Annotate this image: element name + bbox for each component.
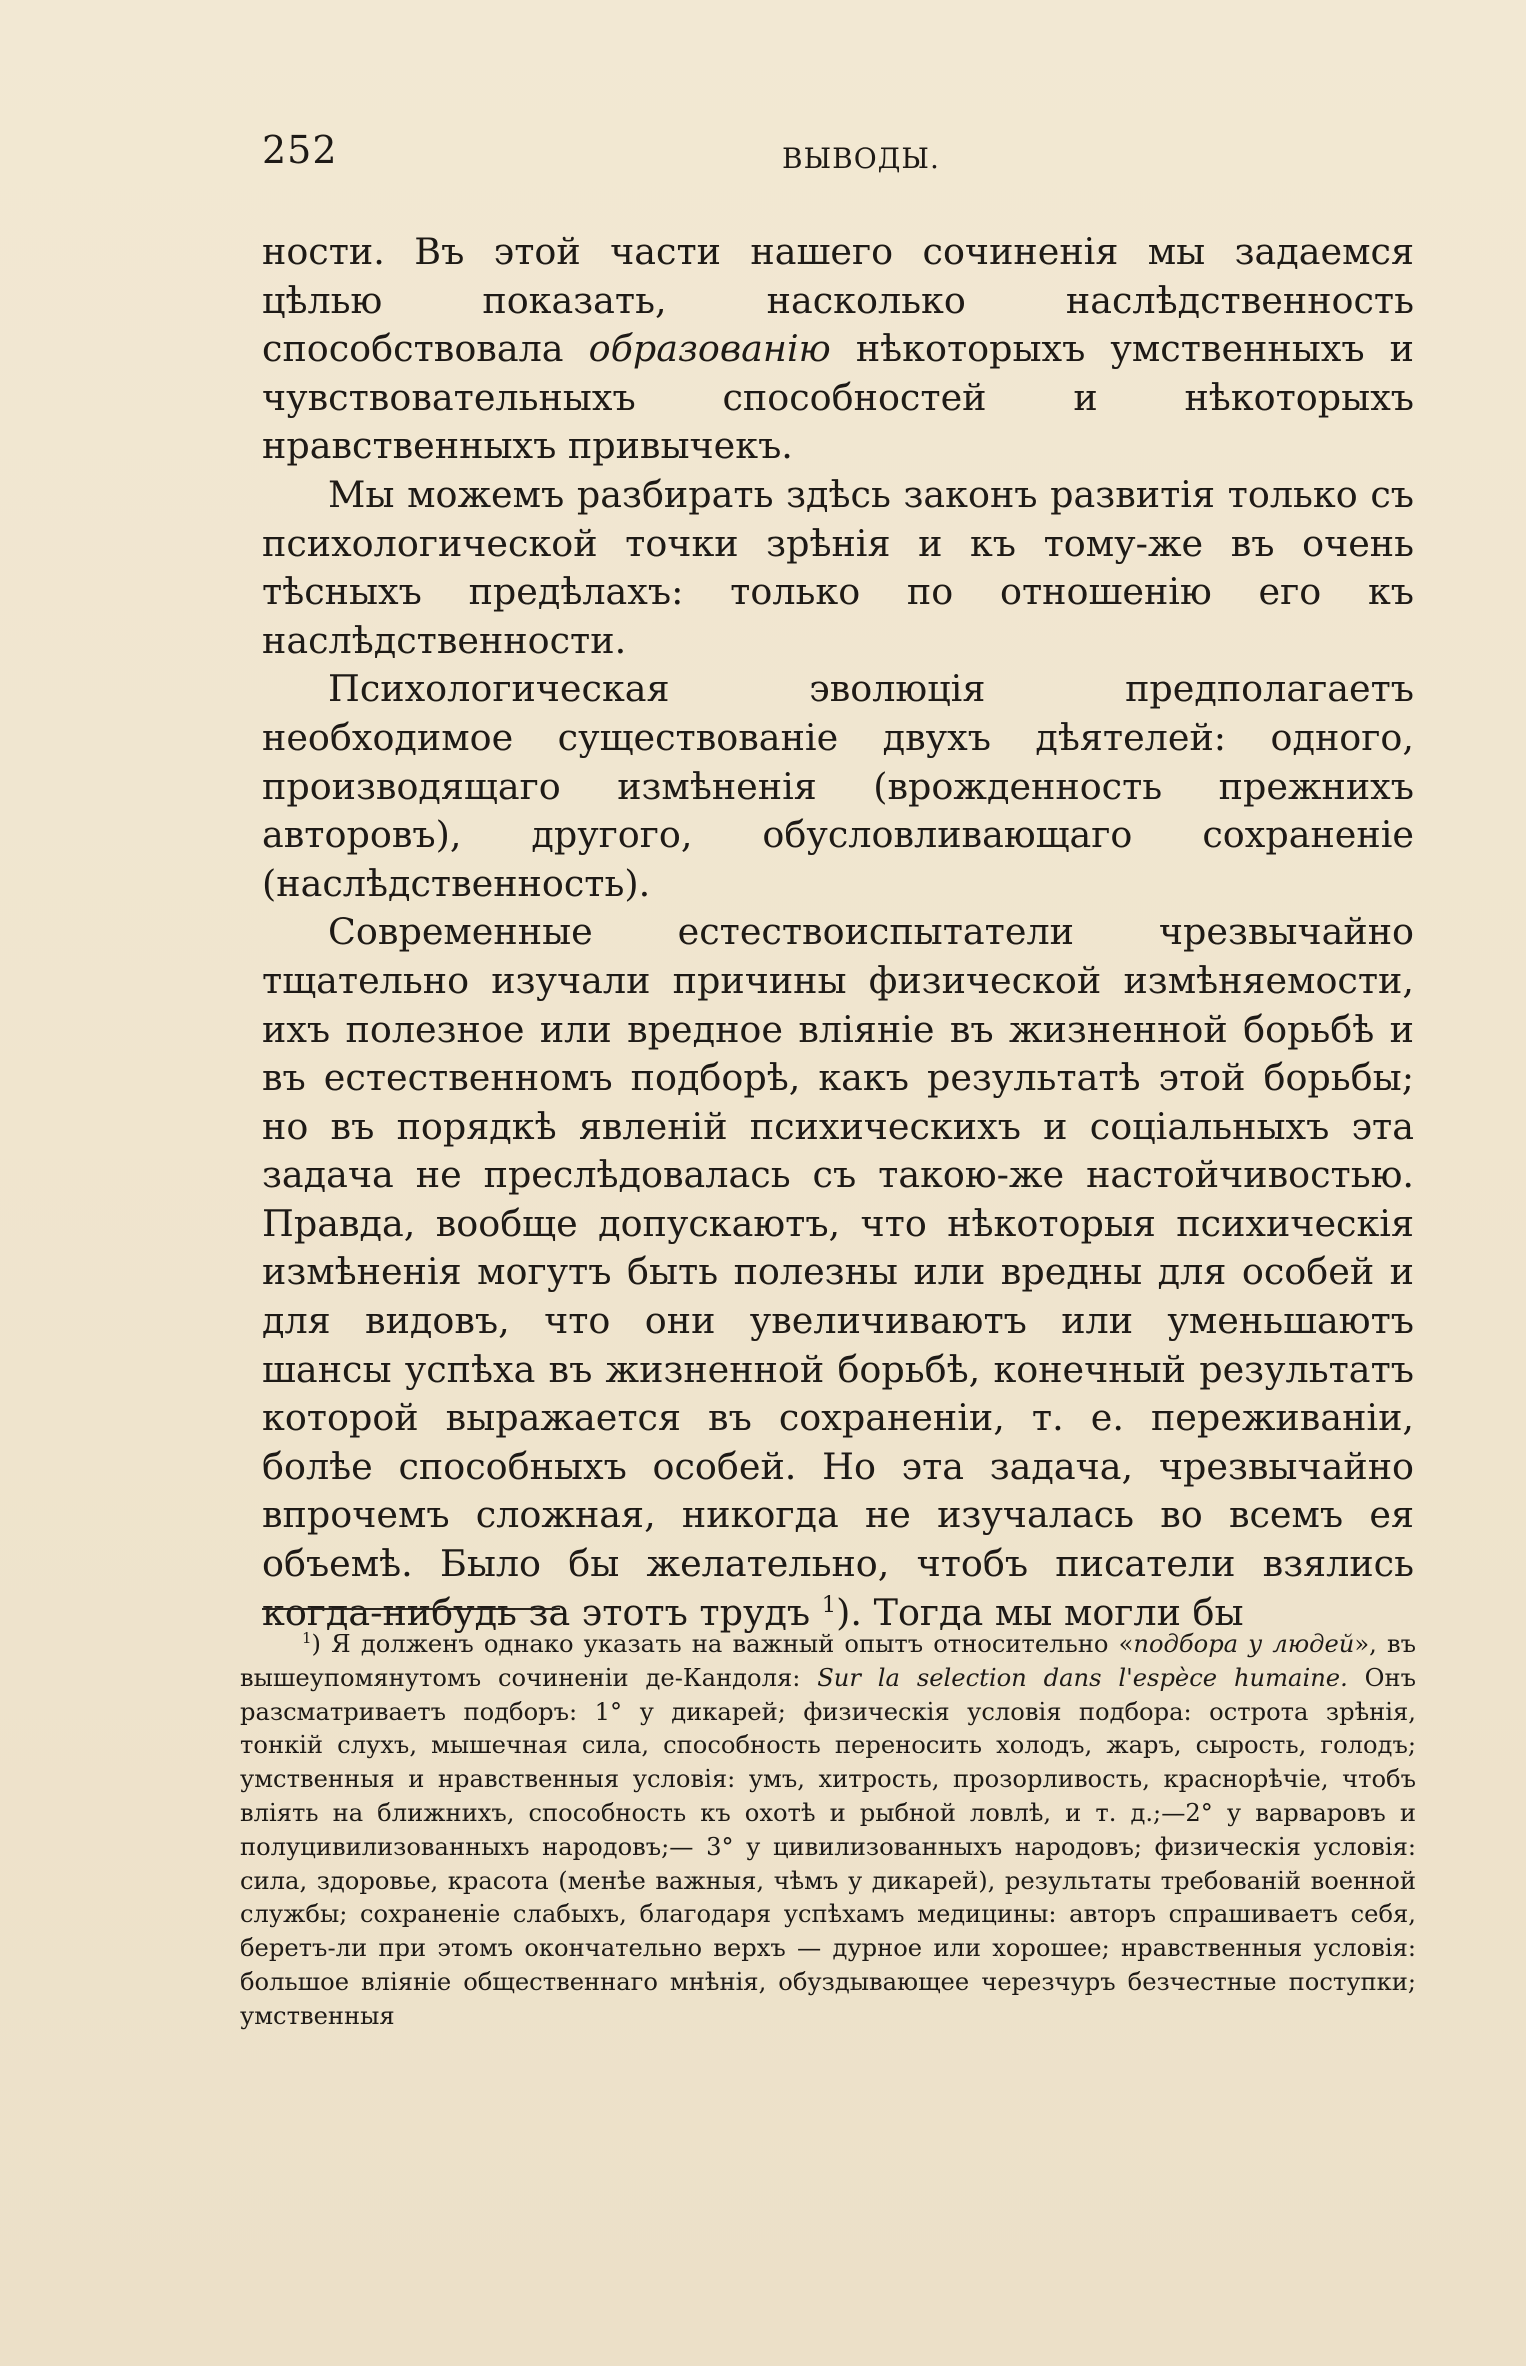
paragraph-4-text: Современные естествоиспытатели чрезвычайно тщательно изучали причины физической измѣняемости, ихъ полезное или вредное вліяніе въ жизненной борьбѣ и въ естественномъ подборѣ, какъ результатѣ этой борьбы; но въ порядкѣ явленій психическихъ и соціальныхъ эта задача не преслѣдовалась съ такою-же настойчивостью. Правда, вообще допускаютъ, что нѣкоторыя психическія измѣненія могутъ быть полезны или вредны для особей и для видовъ, что они увеличиваютъ или уменьшаютъ шансы успѣха въ жизненной борьбѣ, конечный результатъ которой выражается въ сохраненіи, т. е. переживаніи, болѣе способныхъ особей. Но эта задача, чрезвычайно впрочемъ сложная, никогда не изучалась во всемъ ея объемѣ. Было бы желательно, чтобъ писатели взялись когда-нибудь за этотъ трудъ	[262, 910, 1414, 1634]
running-title: ВЫВОДЫ.	[782, 142, 940, 175]
footnote	[240, 1628, 1416, 2034]
paragraph-2: Мы можемъ разбирать здѣсь законъ развитія только съ психологической точки зрѣнія и къ тому-же въ очень тѣсныхъ предѣлахъ: только по отношенію его къ наслѣдственности.	[262, 472, 1414, 662]
footnote-lead: ) Я долженъ однако указать на важный опытъ относительно «	[311, 1630, 1134, 1658]
footnote-divider	[262, 1608, 560, 1610]
paragraph-1-emphasis: образованію	[588, 327, 831, 371]
footnote-emphasis-1: подбора у людей	[1133, 1630, 1355, 1658]
footnote-reference: 1	[821, 1591, 837, 1618]
paragraph-1-end: нѣкоторыхъ умственныхъ и чувствовательныхъ способностей и нѣкоторыхъ нравственныхъ привычекъ.	[262, 327, 1414, 468]
paragraph-1	[262, 228, 1414, 471]
footnote-rest: Онъ разсматриваетъ подборъ: 1° у дикарей; физическія условія подбора: острота зрѣнія, тонкій слухъ, мышечная сила, способность переносить холодъ, жаръ, сырость, голодъ; умственныя и нравственныя условія: умъ, хитрость, прозорливость, краснорѣчіе, чтобъ вліять на ближнихъ, способность къ охотѣ и рыбной ловлѣ, и т. д.;—2° у варваровъ и полуцивилизованныхъ народовъ;— 3° у цивилизованныхъ народовъ; физическія условія: сила, здоровье, красота (менѣе важныя, чѣмъ у дикарей), результаты требованій военной службы; сохраненіе слабыхъ, благодаря успѣхамъ медицины: авторъ спрашиваетъ себя, беретъ-ли при этомъ окончательно верхъ — дурное или хорошее; нравственныя условія: большое вліяніе общественнаго мнѣнія, обуздывающее черезчуръ безчестные поступки; умственныя	[240, 1663, 1416, 2030]
running-head	[262, 128, 1414, 184]
page-number: 252	[262, 128, 338, 172]
paragraph-3: Психологическая эволюція предполагаетъ необходимое существованіе двухъ дѣятелей: одного, производящаго измѣненія (врожденность прежнихъ авторовъ), другого, обусловливающаго сохраненіе (наслѣдственность).	[262, 667, 1414, 905]
footnote-emphasis-2: Sur la selection dans l'espèce humaine.	[817, 1663, 1348, 1692]
paragraph-4-end: ). Тогда мы могли бы	[836, 1590, 1244, 1634]
paragraph-4	[262, 908, 1414, 1637]
main-text	[262, 228, 1414, 1637]
footnote-mid: », въ вышеупомянутомъ сочиненіи де-Кандоля:	[240, 1630, 1417, 1692]
footnote-marker: 1	[302, 1628, 312, 1647]
paragraph-1-text: ности. Въ этой части нашего сочиненія мы задаемся цѣлью показать, насколько наслѣдственность способствовала	[262, 230, 1414, 371]
